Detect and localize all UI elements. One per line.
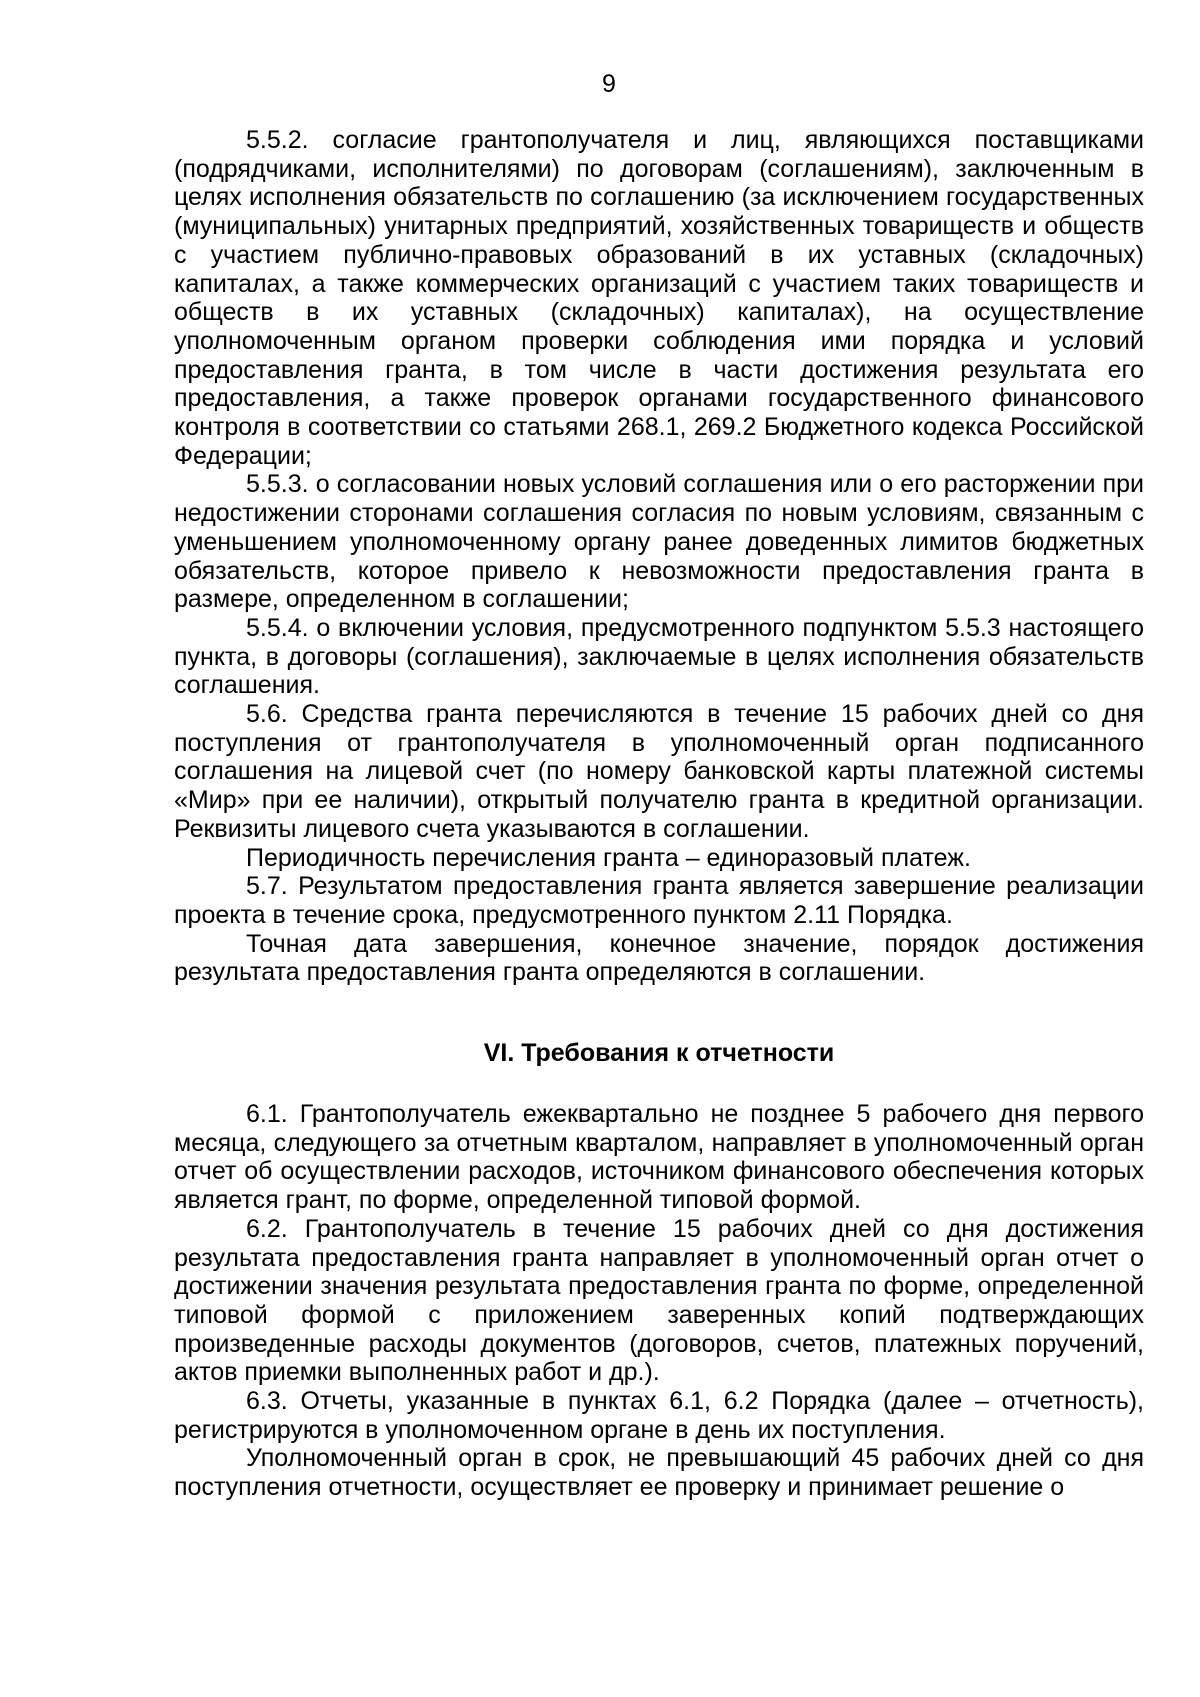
paragraph-6-1: 6.1. Грантополучатель ежеквартально не позднее 5 рабочего дня первого месяца, следующего за отчетным кварталом, направляет в уполномоченный орган отчет об осуществлении расходов, источником финансового обеспечения которых является грант, по форме, определенной типовой формой. xyxy=(174,1100,1144,1215)
paragraph-5-5-3: 5.5.3. о согласовании новых условий соглашения или о его расторжении при недостижении сторонами соглашения согласия по новым условиям, связанным с уменьшением уполномоченному органу ранее доведенных лимитов бюджетных обязательств, которое привело к невозможности предоставления гранта в размере, определенном в соглашении; xyxy=(174,470,1144,614)
paragraph-5-5-2: 5.5.2. согласие грантополучателя и лиц, являющихся поставщиками (подрядчиками, исполнителями) по договорам (соглашениям), заключенным в целях исполнения обязательств по соглашению (за исключением государственных (муниципальных) унитарных предприятий, хозяйственных товариществ и обществ с участием публично-правовых образований в их уставных (складочных) капиталах, а также коммерческих организаций с участием таких товариществ и обществ в их уставных (складочных) капиталах), на осуществление уполномоченным органом проверки соблюдения ими порядка и условий предоставления гранта, в том числе в части достижения результата его предоставления, а также проверок органами государственного финансового контроля в соответствии со статьями 268.1, 269.2 Бюджетного кодекса Российской Федерации; xyxy=(174,126,1144,470)
paragraph-review-decision: Уполномоченный орган в срок, не превышающий 45 рабочих дней со дня поступления отчетности, осуществляет ее проверку и принимает решение о xyxy=(174,1444,1144,1502)
paragraph-completion-date: Точная дата завершения, конечное значение, порядок достижения результата предоставления гранта определяются в соглашении. xyxy=(174,929,1144,987)
paragraph-5-7: 5.7. Результатом предоставления гранта является завершение реализации проекта в течение срока, предусмотренного пунктом 2.11 Порядка. xyxy=(174,872,1144,929)
body-text-before-heading xyxy=(174,126,1144,987)
paragraph-payment-frequency: Периодичность перечисления гранта – единоразовый платеж. xyxy=(246,843,971,872)
paragraph-6-3: 6.3. Отчеты, указанные в пунктах 6.1, 6.2 Порядка (далее – отчетность), регистрируются в уполномоченном органе в день их поступления. xyxy=(174,1387,1144,1444)
paragraph-6-2: 6.2. Грантополучатель в течение 15 рабочих дней со дня достижения результата предоставления гранта направляет в уполномоченный орган отчет о достижении значения результата предоставления гранта по форме, определенной типовой формой с приложением заверенных копий подтверждающих произведенные расходы документов (договоров, счетов, платежных поручений, актов приемки выполненных работ и др.). xyxy=(174,1214,1144,1387)
paragraph-5-5-4: 5.5.4. о включении условия, предусмотренного подпунктом 5.5.3 настоящего пункта, в договоры (соглашения), заключаемые в целях исполнения обязательств соглашения. xyxy=(174,613,1144,700)
paragraph-5-6: 5.6. Средства гранта перечисляются в течение 15 рабочих дней со дня поступления от грантополучателя в уполномоченный орган подписанного соглашения на лицевой счет (по номеру банковской карты платежной системы «Мир» при ее наличии), открытый получателю гранта в кредитной организации. Реквизиты лицевого счета указываются в соглашении. xyxy=(174,700,1144,843)
body-text-after-heading xyxy=(174,1100,1144,1502)
section-heading: VI. Требования к отчетности xyxy=(483,1039,835,1067)
page-number: 9 xyxy=(602,70,616,98)
